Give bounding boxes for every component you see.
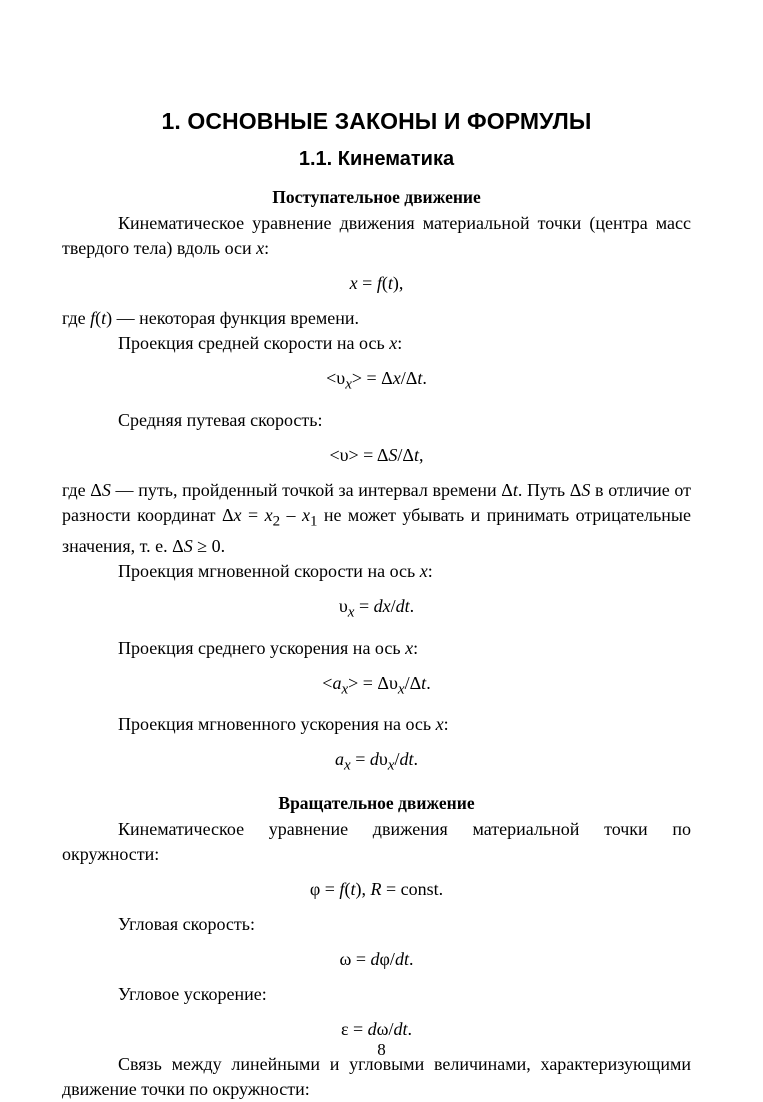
paragraph-mean-velocity: Проекция средней скорости на ось x:	[118, 333, 403, 353]
paragraph-mean-path-speed: Средняя путевая скорость:	[118, 409, 323, 430]
paragraph-instant-velocity: Проекция мгновенной скорости на ось x:	[118, 561, 433, 582]
page-content	[62, 108, 691, 1102]
paragraph-circular-equation: Кинематическое уравнение движения материальной точки по окружности:	[62, 818, 691, 864]
paragraph-angular-acceleration: Угловое ускорение:	[118, 983, 267, 1004]
formula-mean-acceleration: $<a_x> = \Delta\upsilon_x/\Delta t$.	[322, 672, 431, 698]
paragraph-function-note: где f(t) — некоторая функция времени.	[62, 308, 360, 328]
paragraph-linear-angular-relation: Связь между линейными и угловыми величинами, характеризующими движение точки по окружности:	[62, 1053, 691, 1099]
paragraph-path-note: где ΔS — путь, пройденный точкой за интервал времени Δt. Путь ΔS в отличие от разности координат $\Delta x = x_2 - x_1$ не может убывать и принимать отрицательные значения, т. е. ΔS ≥ 0.	[62, 479, 691, 557]
formula-instant-acceleration: $a_x = d\upsilon_x/dt$.	[335, 749, 418, 774]
subsection-title-rotational: Вращательное движение	[278, 792, 475, 813]
formula-angle: φ = f(t), R = const.	[309, 878, 444, 899]
paragraph-kinematic-equation: Кинематическое уравнение движения материальной точки (центра масс твердого тела) вдоль оси x:	[62, 213, 691, 258]
chapter-title: 1. ОСНОВНЫЕ ЗАКОНЫ И ФОРМУЛЫ	[161, 108, 592, 134]
formula-angular-acceleration: ε = dω/dt.	[340, 1018, 413, 1039]
paragraph-mean-acceleration: Проекция среднего ускорения на ось x:	[118, 637, 419, 658]
formula-mean-velocity: $<\upsilon_x> = \Delta x/\Delta t$.	[326, 368, 427, 393]
formula-position: x = f(t),	[349, 273, 404, 293]
formula-mean-path-speed: <υ> = ΔS/Δt,	[329, 444, 424, 465]
page-number: 8	[377, 1040, 386, 1059]
paragraph-angular-velocity: Угловая скорость:	[118, 913, 255, 934]
section-title: 1.1. Кинематика	[298, 148, 455, 170]
subsection-title-translational: Поступательное движение	[272, 187, 481, 207]
paragraph-instant-acceleration: Проекция мгновенного ускорения на ось x:	[118, 714, 449, 735]
formula-angular-velocity: ω = dφ/dt.	[339, 948, 414, 969]
formula-instant-velocity: $\upsilon_x = dx/dt$.	[338, 596, 415, 621]
